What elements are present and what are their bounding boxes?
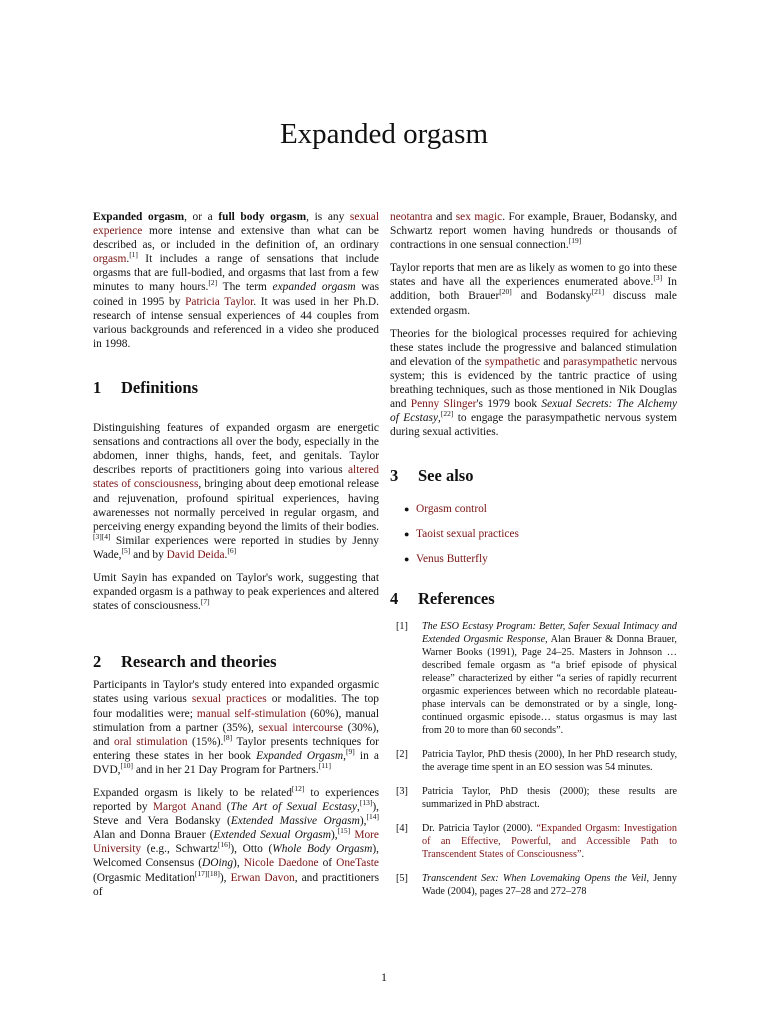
text: nervous system; this is evidenced by the tantric practice of using breathing techniques, such as those mentioned in Nik Douglas and <box>390 355 677 411</box>
see-also-list <box>390 502 677 566</box>
text: (30%), and <box>93 721 379 748</box>
text: to experiences reported by <box>93 787 380 814</box>
definitions-paragraph-2 <box>93 571 379 613</box>
text: and Bodansky <box>511 290 592 303</box>
book-title: Transcendent Sex: When Lovemaking Opens the Veil <box>422 872 647 884</box>
text: . <box>581 848 585 860</box>
link-sexual-practices[interactable]: sexual practices <box>191 693 267 706</box>
text: ), Welcomed Consensus ( <box>93 843 379 870</box>
reference-text <box>422 872 677 898</box>
heading-definitions <box>93 377 379 397</box>
text: ), <box>359 815 367 828</box>
book-title: Expanded Orgasm <box>256 749 344 762</box>
text: , Alan Brauer & Donna Brauer, Warner Books (1991), Page 24–25. Masters in Johnson … described female orgasm as “a brief episode of physical release” characterized by either “a series of rapidly recurrent orgasmic experiences between which no recordable plateau-phase intervals can be demonstrated or by a single, long-continued orgasmic episode… status orgasmus is may last from 20 to more than 60 seconds”. <box>422 633 677 736</box>
bullet-icon: ● <box>404 553 410 564</box>
link-orgasm[interactable]: orgasm <box>93 253 127 266</box>
citation[interactable]: [16] <box>217 840 231 850</box>
book-title: DOing <box>202 857 234 870</box>
text: The term <box>217 281 273 294</box>
citation[interactable]: [21] <box>591 287 605 297</box>
heading-see-also <box>390 466 677 486</box>
text: Distinguishing features of expanded orgasm are energetic sensations and contractions all over the body, especially in the abdomen, inner thighs, hands, feet, and genitals. Taylor describes reports of practitioners going into various <box>93 422 379 477</box>
link-oral-stimulation[interactable]: oral stimulation <box>114 735 188 748</box>
text: to engage the parasympathetic nervous system during sexual activities. <box>390 412 677 439</box>
section-title: References <box>418 588 495 608</box>
text: , <box>438 412 441 425</box>
reference-number: [1] <box>396 620 408 632</box>
link-altered-states[interactable]: altered states of consciousness <box>93 464 379 491</box>
reference-number: [3] <box>396 785 408 797</box>
citation[interactable]: [19] <box>568 236 582 246</box>
research-paragraph-3 <box>390 261 677 317</box>
book-title: The ESO Ecstasy Program: Better, Safer Sexual Intimacy and Extended Orgasmic Response <box>422 620 677 645</box>
book-title: The Art of Sexual Ecstasy <box>230 801 357 814</box>
citation[interactable]: [3] <box>653 273 663 283</box>
link-patricia-taylor[interactable]: Patricia Taylor <box>185 295 254 308</box>
link-margot-anand[interactable]: Margot Anand <box>152 801 222 814</box>
book-title: Sexual Secrets: The Alchemy of Ecstasy <box>390 398 678 425</box>
link-erwan-davon[interactable]: Erwan Davon <box>230 871 295 884</box>
link-onetaste[interactable]: OneTaste <box>336 857 379 870</box>
references-list <box>390 620 677 898</box>
text: (60%), manual stimulation from a partner (35%), <box>93 707 379 734</box>
citation[interactable]: [13] <box>359 798 373 808</box>
list-item <box>404 502 677 516</box>
link-venus-butterfly[interactable]: Venus Butterfly <box>416 552 488 565</box>
term-expanded-orgasm-italic: expanded orgasm <box>272 281 356 294</box>
reference-text: Patricia Taylor, PhD thesis (2000), In her PhD research study, the average time spent in an EO session was 54 minutes. <box>422 748 677 773</box>
link-orgasm-control[interactable]: Orgasm control <box>416 502 487 515</box>
heading-research <box>93 652 379 672</box>
text: (15%). <box>187 735 224 748</box>
text: of <box>318 857 337 870</box>
citation[interactable]: [20] <box>499 287 512 297</box>
section-number: 4 <box>390 588 399 608</box>
list-item <box>404 552 677 566</box>
link-sympathetic[interactable]: sympathetic <box>484 355 540 368</box>
link-more-university[interactable]: More University <box>93 829 379 856</box>
text: , bringing about deep emotional release and rejuvenation, profound spiritual experiences, having awarenesses not normally perceived in regular orgasm, and perceiving energy expanding beyond the limits of their bodies. <box>93 478 379 533</box>
page-number: 1 <box>381 970 387 984</box>
citation[interactable]: [10] <box>120 760 134 770</box>
definitions-paragraph-1 <box>93 421 379 562</box>
term-full-body-orgasm: full body orgasm <box>218 211 307 223</box>
text: and <box>432 211 456 223</box>
left-column <box>93 210 379 908</box>
text: . <box>224 548 228 561</box>
text: (Orgasmic Meditation <box>93 871 195 884</box>
text: Dr. Patricia Taylor (2000). <box>422 822 537 834</box>
section-title: Research and theories <box>121 652 277 672</box>
text: Taylor presents techniques for entering these states in her book <box>93 735 379 762</box>
text: more intense and extensive than what can be described as, or included in the definition of, an ordinary <box>93 225 379 252</box>
research-paragraph-2-cont <box>390 210 677 252</box>
citation[interactable]: [11] <box>318 760 331 770</box>
text: . It was used in her Ph.D. research of intense sensual experiences of 44 couples from various backgrounds and referenced in a video she produced in 1998. <box>93 295 379 350</box>
text: ), Steve and Vera Bodansky ( <box>93 801 379 828</box>
text: , is any <box>306 211 350 223</box>
link-sexual-experience[interactable]: sexual experience <box>93 211 380 238</box>
research-paragraph-2-start <box>93 786 379 899</box>
right-column <box>390 210 677 909</box>
text: discuss male extended orgasm. <box>390 290 677 317</box>
bullet-icon: ● <box>404 503 410 514</box>
text: Similar experiences were reported in studies by Jenny Wade, <box>93 534 379 561</box>
citation[interactable]: [22] <box>440 409 454 419</box>
citation[interactable]: [5] <box>121 545 131 555</box>
citation[interactable]: [9] <box>346 746 355 756</box>
text: and in her 21 Day Program for Partners. <box>133 763 319 776</box>
reference-item <box>390 620 677 737</box>
text: It includes a range of sensations that include orgasms that are full-bodied, and orgasms that last from a few minutes to many hours. <box>93 253 379 294</box>
text: in a DVD, <box>93 749 379 776</box>
research-paragraph-4 <box>390 327 677 440</box>
text: ), Otto ( <box>230 843 273 856</box>
section-number: 2 <box>93 652 102 672</box>
link-sex-magic[interactable]: sex magic <box>455 211 503 223</box>
text: was coined in 1995 by <box>93 281 380 308</box>
text: ), <box>233 857 244 870</box>
research-paragraph-1 <box>93 678 379 777</box>
text: and by <box>130 548 167 561</box>
bullet-icon: ● <box>404 528 410 539</box>
citation[interactable]: [2] <box>208 278 218 288</box>
link-manual-self-stimulation[interactable]: manual self-stimulation <box>196 707 307 720</box>
text: ( <box>221 801 231 814</box>
text: ), <box>330 829 338 842</box>
link-taoist-sexual-practices[interactable]: Taoist sexual practices <box>416 527 519 540</box>
text: (e.g., Schwartz <box>141 843 218 856</box>
reference-number: [5] <box>396 872 408 884</box>
text: , or a <box>184 211 219 223</box>
citation[interactable]: [8] <box>223 732 233 742</box>
section-title: Definitions <box>121 377 199 397</box>
citation[interactable]: [17][18] <box>194 868 220 878</box>
section-title: See also <box>418 466 474 486</box>
reference-item <box>390 872 677 898</box>
link-david-deida[interactable]: David Deida <box>166 548 225 561</box>
link-neotantra[interactable]: neotantra <box>390 211 433 223</box>
text: 's 1979 book <box>476 398 542 411</box>
list-item <box>404 527 677 541</box>
text: Participants in Taylor's study entered into expanded orgasmic states using various <box>93 679 379 706</box>
text: , Jenny Wade (2004), pages 27–28 and 272–278 <box>422 872 677 897</box>
text: Alan and Donna Brauer ( <box>93 829 214 842</box>
reference-text <box>422 620 677 737</box>
link-parasympathetic[interactable]: parasympathetic <box>562 355 638 368</box>
book-title: Extended Sexual Orgasm <box>213 829 331 842</box>
intro-paragraph: Expanded orgasm, or a full body orgasm, is any sexual experience more intense and extensive than what can be described as, or included in the definition of, an ordinary orgasm.[1] It includes a range of sensations that include orgasms that are full-bodied, and orgasms that last from a few minutes to many hours.[2] The term expanded orgasm was coined in 1995 by Patricia Taylor. It was used in her Ph.D. research of intense sensual experiences of 44 couples from various backgrounds and referenced in a video she produced in 1998. <box>93 211 380 350</box>
book-title: Whole Body Orgasm <box>272 843 373 856</box>
text: Umit Sayin has expanded on Taylor's work, suggesting that expanded orgasm is a pathway to peak experiences and altered states of consciousness. <box>93 571 379 613</box>
citation[interactable]: [15] <box>337 826 351 836</box>
reference-item <box>390 822 677 861</box>
link-nicole-daedone[interactable]: Nicole Daedone <box>243 857 319 870</box>
citation[interactable]: [6] <box>227 545 237 555</box>
term-expanded-orgasm: Expanded orgasm <box>93 211 185 223</box>
citation[interactable]: [3][4] <box>93 531 111 541</box>
link-expanded-orgasm-paper[interactable]: “Expanded Orgasm: Investigation of an Effective, Powerful, and Accessible Path to Transcendent States of Consciousness” <box>422 822 677 860</box>
text: Taylor reports that men are as likely as women to go into these states and have all the experiences enumerated above. <box>390 262 677 289</box>
heading-references <box>390 588 677 608</box>
text: In addition, both Brauer <box>390 276 677 303</box>
section-number: 3 <box>390 466 399 486</box>
text: . For example, Brauer, Bodansky, and Schwartz report women having hundreds or thousands of contractions in one sensual connection. <box>390 211 677 252</box>
reference-number: [4] <box>396 822 408 834</box>
citation[interactable]: [12] <box>291 784 305 793</box>
text: , <box>343 749 347 762</box>
reference-text: Patricia Taylor, PhD thesis (2000); these results are summarized in PhD abstract. <box>422 785 677 810</box>
text: or modalities. The top four modalities were; <box>93 693 379 720</box>
text: Expanded orgasm is likely to be related <box>93 787 292 799</box>
citation[interactable]: [14] <box>366 812 379 822</box>
text: and <box>539 355 563 368</box>
reference-number: [2] <box>396 748 408 760</box>
book-title: Extended Massive Orgasm <box>230 815 360 828</box>
reference-text <box>422 822 677 861</box>
page-title: Expanded orgasm <box>279 118 489 150</box>
text: , and practitioners of <box>93 871 380 898</box>
citation[interactable]: [7] <box>200 597 210 607</box>
link-sexual-intercourse[interactable]: sexual intercourse <box>258 721 343 734</box>
link-penny-slinger[interactable]: Penny Slinger <box>410 398 477 411</box>
section-number: 1 <box>93 377 102 397</box>
citation[interactable]: [1] <box>129 250 138 260</box>
text: , <box>356 801 360 814</box>
reference-item <box>390 748 677 774</box>
text: ), <box>219 871 231 884</box>
reference-item <box>390 785 677 811</box>
text: Theories for the biological processes required for achieving these states include the progressive and balanced stimulation and elevation of the <box>390 327 677 368</box>
